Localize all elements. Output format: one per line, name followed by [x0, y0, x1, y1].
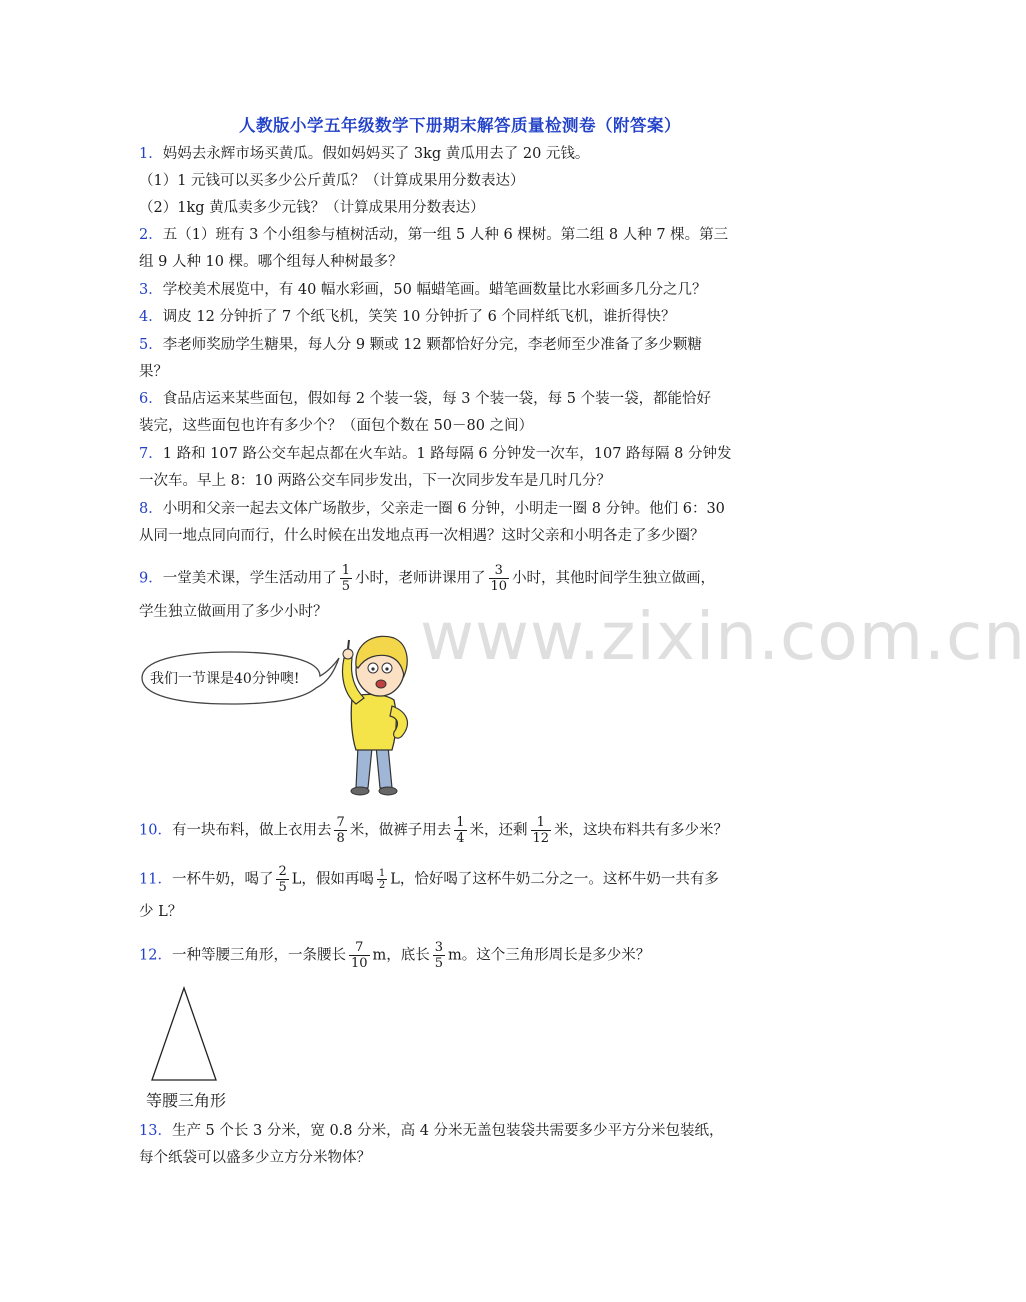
question-number: 6． — [139, 391, 163, 407]
question-7-line-2: 一次车。早上 8：10 两路公交车同步发出，下一次同步发车是几时几分？ — [139, 473, 611, 489]
question-number: 13． — [139, 1123, 172, 1139]
bubble-text: 我们一节课是40分钟噢! — [150, 671, 300, 687]
question-number: 8． — [139, 501, 163, 517]
question-text: 一种等腰三角形，一条腰长 — [171, 947, 346, 964]
question-number: 4． — [139, 309, 163, 325]
question-11: 11．一杯牛奶，喝了 $\frac{2}{5}$ L，假如再喝 $\frac{1}{2}$ L，恰好喝了这杯牛奶二分之一。这杯牛奶一共有多 — [139, 864, 719, 895]
question-number: 12． — [139, 947, 172, 964]
question-number: 11． — [139, 871, 172, 888]
fraction: $\frac{7}{8}$ — [336, 815, 345, 846]
question-number: 2． — [139, 227, 163, 243]
isosceles-triangle-figure — [146, 984, 222, 1084]
question-text: 调皮 12 分钟折了 7 个纸飞机，笑笑 10 分钟折了 6 个同样纸飞机，谁折得快？ — [162, 309, 676, 325]
question-text: 一杯牛奶，喝了 — [171, 871, 274, 888]
fraction: $\frac{7}{10}$ — [350, 940, 368, 971]
question-3 — [139, 280, 706, 300]
question-5-line-2: 果？ — [139, 364, 168, 380]
question-1-part-1: （1）1 元钱可以买多少公斤黄瓜？（计算成果用分数表达） — [139, 173, 525, 189]
fraction: $\frac{2}{5}$ — [278, 864, 287, 895]
question-number: 7． — [139, 446, 163, 462]
question-10: 10．有一块布料，做上衣用去 $\frac{7}{8}$ 米，做裤子用去 $\frac{1}{4}$ 米，还剩 $\frac{1}{12}$ 米，这块布料共有多少米？ — [139, 815, 729, 846]
fraction: $\frac{1}{2}$ — [378, 868, 386, 891]
question-number: 9． — [139, 570, 163, 587]
watermark: www.zixin.com.cn — [420, 598, 1026, 675]
question-5 — [139, 335, 702, 355]
question-text: 食品店运来某些面包，假如每 2 个装一袋，每 3 个装一袋，每 5 个装一袋，都能恰好 — [162, 391, 712, 407]
question-7 — [139, 444, 731, 464]
fraction: $\frac{1}{5}$ — [341, 563, 351, 594]
question-2-line-2: 组 9 人种 10 棵。哪个组每人种树最多？ — [139, 254, 403, 270]
question-text: 1 路和 107 路公交车起点都在火车站。1 路每隔 6 分钟发一次车，107 路每隔 8 分钟发 — [162, 446, 732, 462]
question-9: 9．一堂美术课，学生活动用了 $\frac{1}{5}$ 小时，老师讲课用了 $\frac{3}{10}$ 小时，其他时间学生独立做画， — [139, 563, 716, 594]
fraction: $\frac{1}{12}$ — [532, 815, 550, 846]
question-2 — [139, 225, 728, 245]
question-9-line-2: 学生独立做画用了多少小时？ — [139, 604, 328, 620]
fraction: $\frac{3}{5}$ — [434, 940, 444, 971]
question-text: 有一块布料，做上衣用去 — [171, 822, 332, 839]
question-13-line-2: 每个纸袋可以盛多少立方分米物体？ — [139, 1150, 371, 1166]
question-6-line-2: 装完，这些面包也许有多少个？（面包个数在 50－80 之间） — [139, 418, 534, 434]
question-6 — [139, 389, 711, 409]
question-1 — [139, 144, 589, 164]
question-12: 12．一种等腰三角形，一条腰长 $\frac{7}{10}$ m，底长 $\frac{3}{5}$ m。这个三角形周长是多少米？ — [139, 940, 651, 971]
question-text: 生产 5 个长 3 分米，宽 0.8 分米，高 4 分米无盖包装袋共需要多少平方分米包装纸， — [171, 1123, 724, 1139]
question-text: 李老师奖励学生糖果，每人分 9 颗或 12 颗都恰好分完，李老师至少准备了多少颗糖 — [162, 337, 702, 353]
question-13 — [139, 1121, 724, 1141]
question-number: 10． — [139, 822, 172, 839]
fraction: $\frac{1}{4}$ — [456, 815, 465, 846]
question-1-part-2: （2）1kg 黄瓜卖多少元钱？（计算成果用分数表达） — [139, 200, 485, 216]
question-text: 五（1）班有 3 个小组参与植树活动，第一组 5 人种 6 棵树。第二组 8 人种 7 棵。第三 — [162, 227, 729, 243]
question-text: 妈妈去永辉市场买黄瓜。假如妈妈买了 3kg 黄瓜用去了 20 元钱。 — [162, 146, 590, 162]
page-title: 人教版小学五年级数学下册期末解答质量检测卷（附答案） — [239, 116, 681, 135]
question-number: 5． — [139, 337, 163, 353]
question-number: 3． — [139, 282, 163, 298]
question-8 — [139, 499, 725, 519]
question-number: 1． — [139, 146, 163, 162]
question-11-line-2: 少 L？ — [139, 904, 183, 920]
question-text: 学校美术展览中，有 40 幅水彩画，50 幅蜡笔画。蜡笔画数量比水彩画多几分之几？ — [162, 282, 707, 298]
question-text: 一堂美术课，学生活动用了 — [162, 570, 337, 587]
question-8-line-2: 从同一地点同向而行，什么时候在出发地点再一次相遇？这时父亲和小明各走了多少圈？ — [139, 528, 705, 544]
cartoon-boy-illustration — [328, 628, 438, 800]
question-4 — [139, 307, 675, 327]
triangle-label: 等腰三角形 — [146, 1091, 227, 1110]
fraction: $\frac{3}{10}$ — [490, 563, 508, 594]
question-text: 小明和父亲一起去文体广场散步，父亲走一圈 6 分钟，小明走一圈 8 分钟。他们 6：30 — [162, 501, 725, 517]
